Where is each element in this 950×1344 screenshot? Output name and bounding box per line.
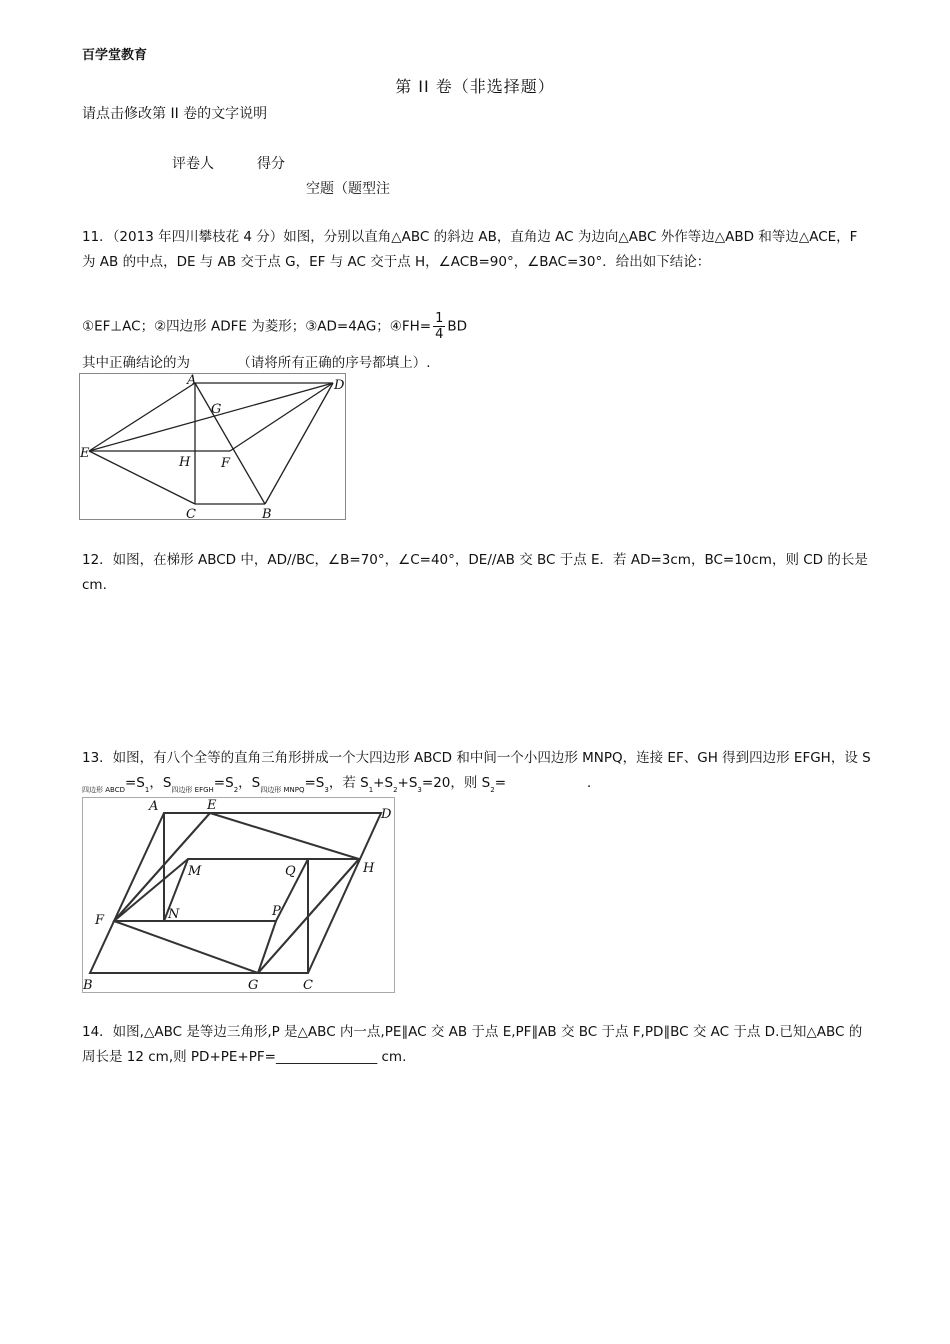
label-m: M: [188, 864, 202, 879]
q13-mid3: ，若 S: [328, 775, 369, 791]
question-14-stem: 14．如图,△ABC 是等边三角形,P 是△ABC 内一点,PE∥AC 交 AB 于点 E,PF∥AB 交 BC 于点 F,PD∥BC 交 AC 于点 D.已知△ABC 的周长是 12 cm,则 PD+PE+PF=_______________ cm.: [82, 1024, 863, 1065]
label-g: G: [248, 978, 259, 993]
label-q: Q: [285, 864, 296, 879]
question-type-label: 空题（题型注: [306, 181, 390, 197]
q13-tail2: = ．: [494, 775, 601, 791]
label-h: H: [363, 861, 375, 876]
question-11-conclusions: [82, 311, 467, 342]
question-11-stem: 11．（2013 年四川攀枝花 4 分）如图，分别以直角△ABC 的斜边 AB，直角边 AC 为边向△ABC 外作等边△ABD 和等边△ACE，F 为 AB 的中点，DE 与 AB 交于点 G，EF 与 AC 交于点 H，∠ACB=90°，∠BAC=30°．给出如下结论：: [82, 229, 858, 270]
grader-label: 评卷人: [172, 156, 214, 172]
score-label: 得分: [257, 156, 285, 172]
fraction-numerator: 1: [435, 311, 444, 326]
conclusions-text: ①EF⊥AC；②四边形 ADFE 为菱形；③AD=4AG；④FH=: [82, 318, 432, 335]
q13-text-a: 13．如图，有八个全等的直角三角形拼成一个大四边形 ABCD 和中间一个小四边形 MNPQ，连接 EF、GH 得到四边形 EFGH，设 S: [82, 750, 871, 766]
label-d: D: [334, 378, 345, 393]
q13-index-2: 2: [233, 786, 239, 794]
q13-eq1: =S: [124, 775, 145, 791]
section-note: 请点击修改第 II 卷的文字说明: [82, 106, 268, 122]
q13-eq3: =S: [304, 775, 325, 791]
label-h: H: [179, 455, 191, 470]
conclusions-suffix: BD: [447, 318, 468, 335]
q13-tail1: =20，则 S: [421, 775, 491, 791]
q13-sum-index-3: 3: [417, 786, 422, 794]
label-a: A: [149, 799, 159, 814]
section-title: 第 II 卷（非选择题）: [395, 77, 555, 96]
label-p: P: [272, 904, 281, 919]
label-n: N: [168, 907, 180, 922]
label-f: F: [95, 913, 105, 928]
brand-header: 百学堂教育: [82, 48, 148, 63]
question-13-stem: [82, 746, 872, 798]
label-c: C: [186, 507, 196, 520]
q13-sub-mnpq: 四边形 MNPQ: [260, 786, 305, 794]
label-a: A: [187, 373, 197, 388]
label-c: C: [303, 978, 313, 993]
label-f: F: [221, 456, 231, 471]
label-g: G: [211, 402, 222, 417]
q13-mid2: ，S: [238, 775, 261, 791]
q13-eq2: =S: [213, 775, 234, 791]
q13-index-1: 1: [144, 786, 150, 794]
q13-plus2: +S: [397, 775, 418, 791]
fraction-one-quarter: [433, 311, 445, 342]
label-b: B: [83, 978, 93, 993]
question-11-ask: 其中正确结论的为 （请将所有正确的序号都填上）.: [82, 355, 431, 371]
label-e: E: [80, 446, 90, 461]
q13-sum-index-1: 1: [368, 786, 374, 794]
q13-sum-index-2: 2: [393, 786, 398, 794]
question-13-figure: [82, 797, 395, 993]
q13-sub-efgh: 四边形 EFGH: [171, 786, 214, 794]
q13-answer-index: 2: [490, 786, 495, 794]
label-e: E: [207, 798, 217, 813]
q13-plus1: +S: [373, 775, 394, 791]
question-11-figure: [79, 373, 346, 520]
q13-sub-abcd: 四边形 ABCD: [82, 786, 125, 794]
label-b: B: [262, 507, 272, 520]
question-12-stem: 12．如图，在梯形 ABCD 中，AD//BC，∠B=70°，∠C=40°，DE//AB 交 BC 于点 E．若 AD=3cm，BC=10cm，则 CD 的长是 cm.: [82, 552, 936, 593]
q13-index-3: 3: [324, 786, 329, 794]
fraction-denominator: 4: [435, 327, 444, 342]
label-d: D: [381, 807, 392, 822]
q13-mid1: ，S: [149, 775, 172, 791]
